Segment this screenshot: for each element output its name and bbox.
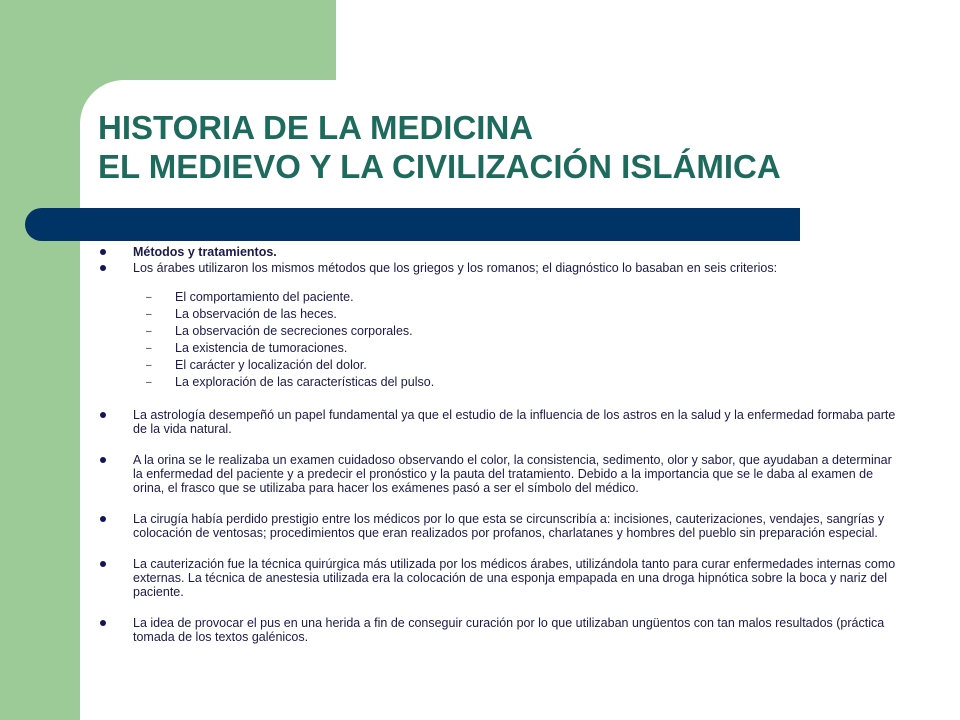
heading-text: Métodos y tratamientos. — [133, 245, 277, 259]
criteria-item — [96, 374, 896, 391]
bullet-dot-icon — [100, 265, 106, 271]
bullet-dot-icon — [100, 620, 106, 626]
dash-icon: – — [146, 309, 152, 320]
criteria-item — [96, 289, 896, 306]
dash-icon: – — [146, 343, 152, 354]
title-line-2: EL MEDIEVO Y LA CIVILIZACIÓN ISLÁMICA — [98, 148, 781, 185]
paragraph-text: La idea de provocar el pus en una herida a fin de conseguir curación por lo que utilizaban ungüentos con tan malos resultados (práctica tomada de los textos galénicos. — [133, 616, 885, 644]
bullet-dot-icon — [100, 561, 106, 567]
criteria-item — [96, 323, 896, 340]
title-divider-bar — [25, 208, 800, 241]
paragraph-text: La cirugía había perdido prestigio entre los médicos por lo que esta se circunscribía a: incisiones, cauterizaciones, vendajes, sangrías y colocación de ventosas; procedimientos que eran realizados por profanos, charlatanes y hombres del pueblo sin preparación especial. — [133, 512, 885, 540]
bullet-surgery — [96, 512, 896, 540]
criteria-text: La observación de las heces. — [175, 307, 337, 321]
paragraph-text: La astrología desempeñó un papel fundamental ya que el estudio de la influencia de los astros en la salud y la enfermedad formaba parte de la vida natural. — [133, 408, 896, 436]
dash-icon: – — [146, 377, 152, 388]
criteria-text: La observación de secreciones corporales. — [175, 324, 413, 338]
bullet-pus — [96, 616, 896, 644]
criteria-item — [96, 357, 896, 374]
bullet-dot-icon — [100, 412, 106, 418]
criteria-text: El carácter y localización del dolor. — [175, 358, 367, 372]
dash-icon: – — [146, 326, 152, 337]
bullet-intro — [96, 261, 896, 275]
bullet-dot-icon — [100, 249, 106, 255]
bullet-dot-icon — [100, 516, 106, 522]
title-line-1: HISTORIA DE LA MEDICINA — [98, 109, 534, 146]
bullet-astrology — [96, 408, 896, 436]
dash-icon: – — [146, 292, 152, 303]
intro-text: Los árabes utilizaron los mismos métodos que los griegos y los romanos; el diagnóstico lo basaban en seis criterios: — [133, 261, 778, 275]
bullet-urine-exam — [96, 453, 896, 495]
slide-body — [96, 245, 896, 644]
criteria-item — [96, 306, 896, 323]
paragraph-text: La cauterización fue la técnica quirúrgica más utilizada por los médicos árabes, utilizándola tanto para curar enfermedades internas como externas. La técnica de anestesia utilizada era la colocación de una esponja empapada en una droga hipnótica sobre la boca y nariz del paciente. — [133, 557, 896, 599]
criteria-text: La exploración de las características del pulso. — [175, 375, 435, 389]
bullet-heading — [96, 245, 896, 259]
slide-title — [98, 108, 938, 186]
bullet-dot-icon — [100, 457, 106, 463]
paragraph-text: A la orina se le realizaba un examen cuidadoso observando el color, la consistencia, sedimento, olor y sabor, que ayudaban a determinar la enfermedad del paciente y a predecir el pronóstico y la pauta del tratamiento. Debido a la importancia que se le daba al examen de orina, el frasco que se utilizaba para hacer los exámenes pasó a ser el símbolo del médico. — [133, 453, 892, 495]
bullet-cauterization — [96, 557, 896, 599]
criteria-text: El comportamiento del paciente. — [175, 290, 354, 304]
criteria-list — [96, 289, 896, 391]
criteria-item — [96, 340, 896, 357]
criteria-text: La existencia de tumoraciones. — [175, 341, 348, 355]
dash-icon: – — [146, 360, 152, 371]
